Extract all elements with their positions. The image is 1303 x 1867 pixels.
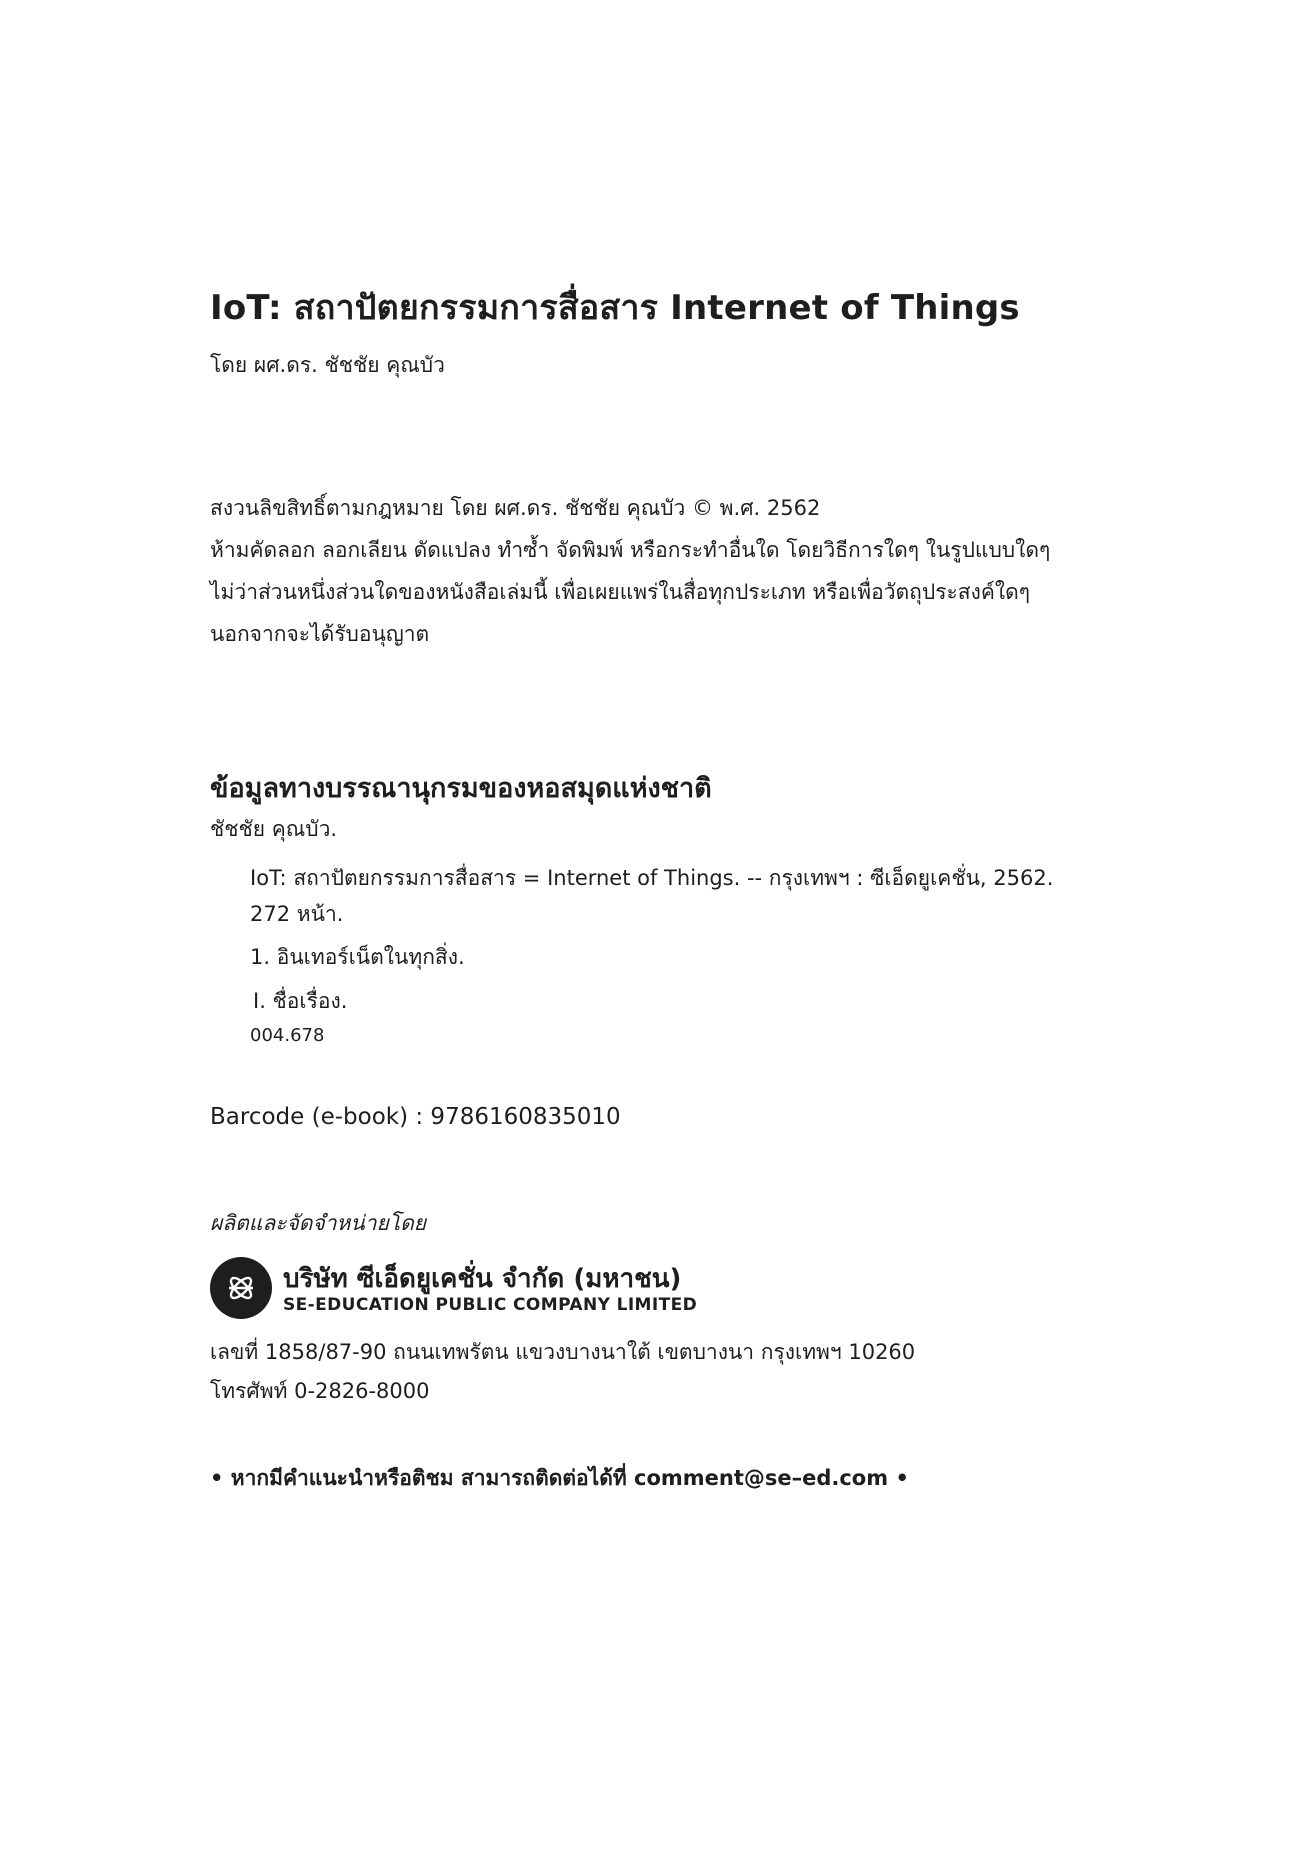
cip-author: ชัชชัย คุณบัว. bbox=[210, 817, 338, 841]
producer-label: ผลิตและจัดจำหน่ายโดย bbox=[210, 1211, 427, 1235]
copyright-line: สงวนลิขสิทธิ์ตามกฎหมาย โดย ผศ.ดร. ชัชชัย คุณบัว © พ.ศ. 2562 bbox=[210, 496, 821, 520]
barcode-text: Barcode (e-book) : 9786160835010 bbox=[210, 1104, 621, 1130]
bullet-icon: • bbox=[895, 1466, 909, 1490]
copyright-notice bbox=[210, 487, 1050, 655]
company-name-thai: บริษัท ซีเอ็ดยูเคชั่น จำกัด (มหาชน) bbox=[283, 1264, 682, 1294]
cip-added-entry: I. ชื่อเรื่อง. bbox=[253, 989, 348, 1013]
company-name-english: SE-EDUCATION PUBLIC COMPANY LIMITED bbox=[283, 1295, 698, 1315]
se-ed-logo-mark bbox=[224, 1271, 258, 1305]
cip-heading: ข้อมูลทางบรรณานุกรมของหอสมุดแห่งชาติ bbox=[210, 773, 712, 804]
cip-classification: 004.678 bbox=[250, 1025, 325, 1046]
cip-entry bbox=[250, 860, 1053, 932]
copyright-line: นอกจากจะได้รับอนุญาต bbox=[210, 622, 430, 646]
book-author: โดย ผศ.ดร. ชัชชัย คุณบัว bbox=[210, 353, 445, 377]
cip-subject: 1. อินเทอร์เน็ตในทุกสิ่ง. bbox=[250, 945, 465, 969]
copyright-line: ห้ามคัดลอก ลอกเลียน ดัดแปลง ทำซ้ำ จัดพิมพ์ หรือกระทำอื่นใด โดยวิธีการใดๆ ในรูปแบบใดๆ bbox=[210, 538, 1051, 562]
book-title: IoT: สถาปัตยกรรมการสื่อสาร Internet of Things bbox=[210, 288, 1020, 328]
se-ed-logo-icon bbox=[210, 1257, 272, 1319]
bullet-icon: • bbox=[210, 1466, 224, 1490]
comment-text: หากมีคำแนะนำหรือติชม สามารถติดต่อได้ที่ comment@se–ed.com bbox=[230, 1466, 889, 1490]
publisher-phone: โทรศัพท์ 0-2826-8000 bbox=[210, 1379, 430, 1403]
cip-entry-line: IoT: สถาปัตยกรรมการสื่อสาร = Internet of Things. -- กรุงเทพฯ : ซีเอ็ดยูเคชั่น, 2562. bbox=[250, 866, 1054, 890]
copyright-line: ไม่ว่าส่วนหนึ่งส่วนใดของหนังสือเล่มนี้ เพื่อเผยแพร่ในสื่อทุกประเภท หรือเพื่อวัตถุประสงค์ใดๆ bbox=[210, 580, 1031, 604]
comment-contact bbox=[210, 1462, 909, 1495]
publisher-address: เลขที่ 1858/87-90 ถนนเทพรัตน แขวงบางนาใต้ เขตบางนา กรุงเทพฯ 10260 bbox=[210, 1340, 916, 1364]
cip-entry-pages: 272 หน้า. bbox=[250, 902, 344, 926]
